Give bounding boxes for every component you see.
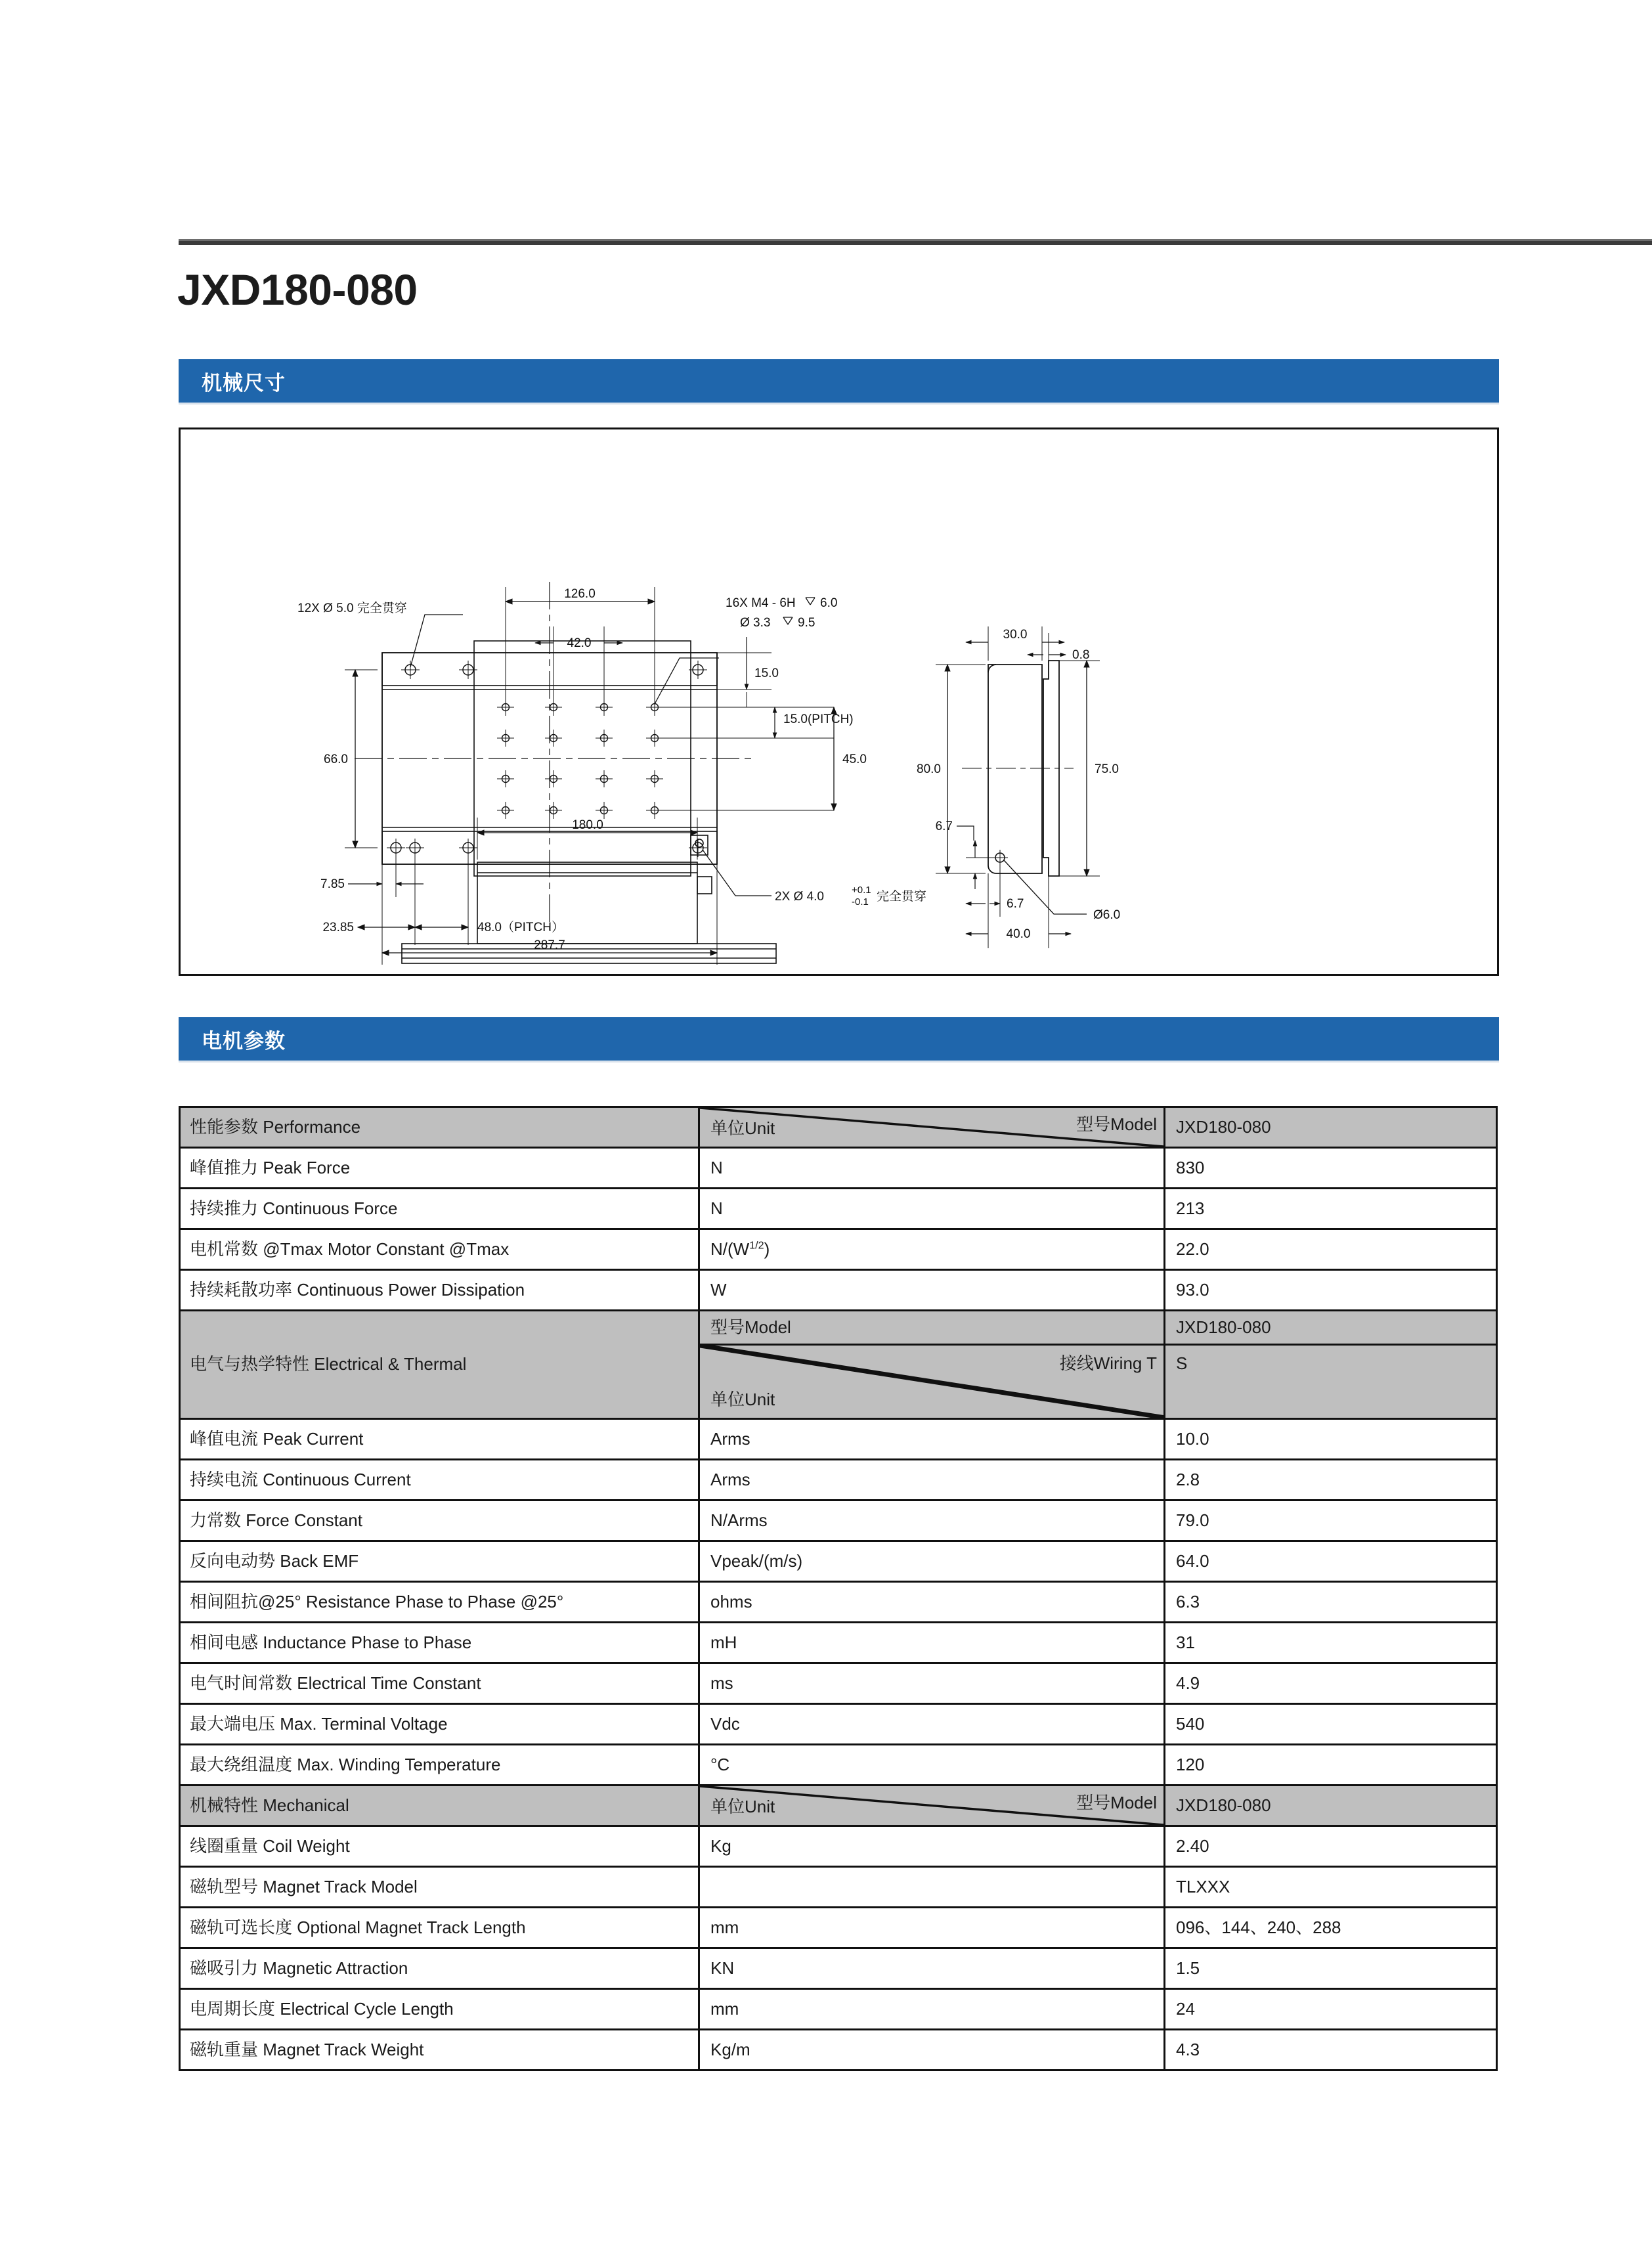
param-value: 2.40 [1165,1826,1497,1867]
page-title: JXD180-080 [177,265,418,314]
table-row [180,1582,1497,1623]
dim-30-label: 30.0 [1003,628,1028,642]
motor-parameters-table [179,1106,1498,2071]
mechanical-drawing-panel [179,427,1499,976]
model-label-performance: 型号Model [1076,1114,1157,1134]
table-row [180,1826,1497,1867]
dim-40-label: 40.0 [1006,927,1031,941]
table-row [180,1948,1497,1989]
param-value: 1.5 [1165,1948,1497,1989]
table-row [180,1541,1497,1582]
param-unit: mm [699,1908,1165,1948]
param-unit: ms [699,1663,1165,1704]
table-row [180,1419,1497,1460]
note-12x-label: 12X Ø 5.0 完全贯穿 [297,602,407,615]
param-value: 93.0 [1165,1270,1497,1311]
param-value: TLXXX [1165,1867,1497,1908]
param-name: 磁轨型号 Magnet Track Model [180,1867,699,1908]
param-unit: Kg [699,1826,1165,1867]
param-unit: Vdc [699,1704,1165,1745]
model-label-mechanical: 型号Model [1076,1793,1157,1812]
param-unit: mm [699,1989,1165,2030]
param-name: 磁轨可选长度 Optional Magnet Track Length [180,1908,699,1948]
spec-table-body [180,1107,1497,2071]
wiring-unit-diagonal-cell [700,1346,1163,1418]
header-rule [179,239,1652,245]
dim-15-pitch-label: 15.0(PITCH) [783,712,854,726]
param-value: 79.0 [1165,1501,1497,1541]
unit-wiring-model-header-electrical [699,1311,1165,1419]
table-row [180,1908,1497,1948]
note-16x-depth2-label: 9.5 [798,616,815,630]
param-unit: Arms [699,1419,1165,1460]
note-2x-suffix-label: 完全贯穿 [877,890,927,904]
table-row [180,1148,1497,1189]
dim-08-label: 0.8 [1072,648,1090,662]
table-row [180,1189,1497,1229]
note-16x-line2-label: Ø 3.3 [740,616,771,630]
model-wiring-values-electrical [1165,1311,1497,1419]
param-value: 830 [1165,1148,1497,1189]
param-unit: Kg/m [699,2030,1165,2071]
param-value: 2.8 [1165,1460,1497,1501]
section-header-motor-parameters [179,1017,1499,1061]
param-name: 磁轨重量 Magnet Track Weight [180,2030,699,2071]
dim-75-label: 75.0 [1095,762,1119,776]
model-value-performance: JXD180-080 [1165,1107,1497,1148]
param-name: 相间电感 Inductance Phase to Phase [180,1623,699,1663]
note-2x-label: 2X Ø 4.0 [775,890,824,904]
note-16x-line1-label: 16X M4 - 6H [726,596,796,610]
unit-label-mechanical: 单位Unit [710,1796,775,1816]
dim-42-label: 42.0 [567,636,592,650]
param-name: 相间阻抗@25° Resistance Phase to Phase @25° [180,1582,699,1623]
param-value: 540 [1165,1704,1497,1745]
table-row [180,1663,1497,1704]
param-unit: ohms [699,1582,1165,1623]
param-unit: Vpeak/(m/s) [699,1541,1165,1582]
dim-66-label: 66.0 [324,753,348,766]
group-name-performance: 性能参数 Performance [180,1107,699,1148]
param-unit: Arms [699,1460,1165,1501]
param-name: 持续推力 Continuous Force [180,1189,699,1229]
param-value: 4.3 [1165,2030,1497,2071]
param-value: 4.9 [1165,1663,1497,1704]
table-group-header-electrical-thermal [180,1311,1497,1419]
param-name: 峰值电流 Peak Current [180,1419,699,1460]
table-row [180,1460,1497,1501]
param-name: 力常数 Force Constant [180,1501,699,1541]
note-2x-tol-lower-label: -0.1 [852,896,869,908]
unit-label-electrical: 单位Unit [710,1389,775,1409]
group-name-mechanical: 机械特性 Mechanical [180,1786,699,1826]
param-value: 64.0 [1165,1541,1497,1582]
front-elevation-svg [181,777,1497,974]
param-unit: N/Arms [699,1501,1165,1541]
dim-2385-label: 23.85 [322,921,354,934]
table-group-header-mechanical [180,1786,1497,1826]
param-unit: N [699,1189,1165,1229]
param-value: 10.0 [1165,1419,1497,1460]
section-header-mechanical-dimensions [179,359,1499,403]
dim-2877-label: 287.7 [534,938,565,952]
table-group-header-performance [180,1107,1497,1148]
param-unit: N [699,1148,1165,1189]
param-name: 电周期长度 Electrical Cycle Length [180,1989,699,2030]
model-value-electrical: JXD180-080 [1165,1311,1496,1346]
param-value: 24 [1165,1989,1497,2030]
model-label-electrical: 型号Model [700,1311,1163,1346]
table-row [180,1501,1497,1541]
table-row [180,1229,1497,1270]
dim-15-label: 15.0 [754,667,779,680]
table-row [180,1623,1497,1663]
param-value: 22.0 [1165,1229,1497,1270]
wiring-label-electrical: 接线Wiring T [1059,1353,1157,1373]
param-name: 最大绕组温度 Max. Winding Temperature [180,1745,699,1786]
table-row [180,1704,1497,1745]
param-name: 磁吸引力 Magnetic Attraction [180,1948,699,1989]
param-name: 最大端电压 Max. Terminal Voltage [180,1704,699,1745]
param-name: 电机常数 @Tmax Motor Constant @Tmax [180,1229,699,1270]
dim-80-label: 80.0 [917,762,941,776]
unit-label-performance: 单位Unit [710,1118,775,1138]
dim-48-pitch-label: 48.0（PITCH） [477,921,564,934]
table-row [180,2030,1497,2071]
dim-785-label: 7.85 [320,877,345,891]
param-value: 6.3 [1165,1582,1497,1623]
dim-67-bottom-label: 6.7 [1007,897,1024,911]
dim-67-left-label: 6.7 [935,820,953,833]
table-row [180,1270,1497,1311]
param-name: 峰值推力 Peak Force [180,1148,699,1189]
section-header-dimensions-label: 机械尺寸 [202,371,286,395]
dia-6-label: Ø6.0 [1093,908,1121,922]
param-unit: mH [699,1623,1165,1663]
section-header-motor-label: 电机参数 [202,1029,286,1053]
note-2x-tol-upper-label: +0.1 [852,885,871,896]
model-value-mechanical: JXD180-080 [1165,1786,1497,1826]
dim-126-label: 126.0 [564,587,596,601]
param-value: 096、144、240、288 [1165,1908,1497,1948]
param-value: 120 [1165,1745,1497,1786]
param-name: 电气时间常数 Electrical Time Constant [180,1663,699,1704]
group-name-electrical-thermal: 电气与热学特性 Electrical & Thermal [180,1311,699,1419]
unit-model-diagonal-header-mechanical [699,1786,1165,1826]
table-row [180,1745,1497,1786]
param-value: 213 [1165,1189,1497,1229]
wiring-value-electrical: S [1176,1353,1188,1373]
table-row [180,1867,1497,1908]
note-16x-depth1-label: 6.0 [820,596,838,610]
param-unit [699,1867,1165,1908]
dim-180-label: 180.0 [572,818,603,832]
param-name: 反向电动势 Back EMF [180,1541,699,1582]
param-unit: °C [699,1745,1165,1786]
param-name: 持续电流 Continuous Current [180,1460,699,1501]
dim-45-label: 45.0 [842,753,867,766]
param-name: 持续耗散功率 Continuous Power Dissipation [180,1270,699,1311]
unit-model-diagonal-header-performance [699,1107,1165,1148]
param-unit: KN [699,1948,1165,1989]
param-unit: W [699,1270,1165,1311]
param-unit: $N/(W^{1/2})$ [699,1229,1165,1270]
table-row [180,1989,1497,2030]
param-value: 31 [1165,1623,1497,1663]
param-name: 线圈重量 Coil Weight [180,1826,699,1867]
